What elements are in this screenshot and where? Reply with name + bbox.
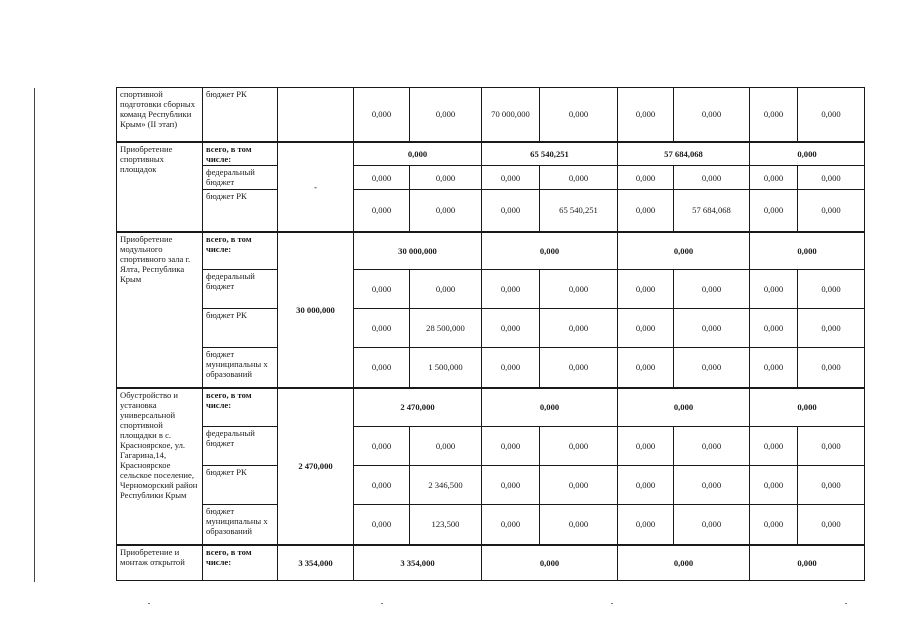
value-cell: 0,000 bbox=[798, 270, 865, 309]
year-total-cell: 0,000 bbox=[750, 142, 865, 166]
value-cell: 0,000 bbox=[540, 270, 618, 309]
funding-source-cell: федеральный бюджет bbox=[203, 270, 278, 309]
value-cell: 57 684,068 bbox=[674, 190, 750, 232]
value-cell: 0,000 bbox=[482, 190, 540, 232]
table-row bbox=[117, 466, 865, 505]
measure-name-cell: спортивной подготовки сборных команд Республики Крым» (II этап) bbox=[117, 88, 203, 142]
value-cell: 0,000 bbox=[354, 88, 410, 142]
value-cell: 0,000 bbox=[750, 309, 798, 348]
measure-name-cell: Приобретение и монтаж открытой bbox=[117, 545, 203, 581]
year-total-cell: 0,000 bbox=[618, 388, 750, 427]
value-cell: 0,000 bbox=[674, 505, 750, 545]
value-cell: 0,000 bbox=[410, 88, 482, 142]
funding-source-cell: бюджет РК bbox=[203, 466, 278, 505]
value-cell: 0,000 bbox=[482, 166, 540, 190]
table-row bbox=[117, 142, 865, 166]
funding-source-cell: федеральный бюджет bbox=[203, 166, 278, 190]
value-cell: 0,000 bbox=[618, 270, 674, 309]
value-cell: 0,000 bbox=[618, 348, 674, 388]
year-total-cell: 0,000 bbox=[618, 232, 750, 270]
value-cell: 0,000 bbox=[540, 166, 618, 190]
value-cell: 2 346,500 bbox=[410, 466, 482, 505]
value-cell: 0,000 bbox=[750, 270, 798, 309]
scan-artifact bbox=[381, 603, 383, 604]
table-row bbox=[117, 545, 865, 581]
measure-name-cell: Приобретение спортивных площадок bbox=[117, 142, 203, 232]
value-cell: 0,000 bbox=[618, 309, 674, 348]
value-cell: 0,000 bbox=[674, 166, 750, 190]
measure-name-cell: Обустройство и установка универсальной спортивной площадки в с. Красноярское, ул. Гагарина,14, Красноярское сельское поселение, Черноморский район Республики Крым bbox=[117, 388, 203, 545]
table-row bbox=[117, 166, 865, 190]
value-cell: 0,000 bbox=[410, 270, 482, 309]
value-cell: 0,000 bbox=[674, 270, 750, 309]
value-cell: 0,000 bbox=[798, 348, 865, 388]
value-cell: 123,500 bbox=[410, 505, 482, 545]
value-cell: 0,000 bbox=[540, 427, 618, 466]
value-cell: 0,000 bbox=[750, 166, 798, 190]
value-cell: 0,000 bbox=[410, 427, 482, 466]
year-total-cell: 0,000 bbox=[482, 388, 618, 427]
value-cell: 0,000 bbox=[482, 505, 540, 545]
value-cell: 0,000 bbox=[354, 466, 410, 505]
value-cell: 0,000 bbox=[354, 309, 410, 348]
funding-source-cell: бюджет РК bbox=[203, 309, 278, 348]
value-cell: 0,000 bbox=[674, 88, 750, 142]
value-cell: 0,000 bbox=[482, 427, 540, 466]
value-cell: 0,000 bbox=[482, 466, 540, 505]
value-cell: 0,000 bbox=[618, 427, 674, 466]
value-cell: 0,000 bbox=[540, 505, 618, 545]
table-row bbox=[117, 270, 865, 309]
value-cell: 0,000 bbox=[618, 166, 674, 190]
total-volume-cell bbox=[278, 88, 354, 142]
year-total-cell: 0,000 bbox=[482, 545, 618, 581]
value-cell: 0,000 bbox=[410, 166, 482, 190]
table-row bbox=[117, 348, 865, 388]
value-cell: 0,000 bbox=[750, 190, 798, 232]
measure-name-cell: Приобретение модульного спортивного зала г. Ялта, Республика Крым bbox=[117, 232, 203, 388]
budget-table bbox=[116, 87, 865, 581]
value-cell: 0,000 bbox=[674, 427, 750, 466]
funding-source-cell: всего, в том числе: bbox=[203, 545, 278, 581]
value-cell: 0,000 bbox=[540, 348, 618, 388]
funding-source-cell: федеральный бюджет bbox=[203, 427, 278, 466]
value-cell: 0,000 bbox=[750, 466, 798, 505]
budget-table-body bbox=[117, 88, 865, 581]
value-cell: 0,000 bbox=[354, 348, 410, 388]
value-cell: 0,000 bbox=[540, 309, 618, 348]
scan-artifact bbox=[845, 603, 847, 604]
table-row bbox=[117, 232, 865, 270]
value-cell: 0,000 bbox=[798, 190, 865, 232]
value-cell: 0,000 bbox=[618, 505, 674, 545]
value-cell: 0,000 bbox=[750, 348, 798, 388]
value-cell: 0,000 bbox=[798, 466, 865, 505]
value-cell: 0,000 bbox=[354, 166, 410, 190]
year-total-cell: 0,000 bbox=[482, 232, 618, 270]
margin-rule bbox=[34, 88, 35, 582]
value-cell: 0,000 bbox=[798, 427, 865, 466]
value-cell: 0,000 bbox=[540, 88, 618, 142]
year-total-cell: 0,000 bbox=[354, 142, 482, 166]
value-cell: 0,000 bbox=[618, 88, 674, 142]
table-row bbox=[117, 427, 865, 466]
value-cell: 0,000 bbox=[354, 505, 410, 545]
value-cell: 0,000 bbox=[798, 309, 865, 348]
year-total-cell: 2 470,000 bbox=[354, 388, 482, 427]
year-total-cell: 57 684,068 bbox=[618, 142, 750, 166]
table-row bbox=[117, 309, 865, 348]
value-cell: 0,000 bbox=[354, 270, 410, 309]
year-total-cell: 0,000 bbox=[750, 388, 865, 427]
scan-artifact bbox=[611, 603, 613, 604]
value-cell: 0,000 bbox=[482, 348, 540, 388]
value-cell: 0,000 bbox=[482, 309, 540, 348]
value-cell: 0,000 bbox=[482, 270, 540, 309]
value-cell: 0,000 bbox=[798, 166, 865, 190]
value-cell: 65 540,251 bbox=[540, 190, 618, 232]
funding-source-cell: бюджет РК bbox=[203, 190, 278, 232]
total-volume-cell: 30 000,000 bbox=[278, 232, 354, 388]
table-row bbox=[117, 505, 865, 545]
value-cell: 0,000 bbox=[750, 88, 798, 142]
funding-source-cell: всего, в том числе: bbox=[203, 232, 278, 270]
table-row bbox=[117, 388, 865, 427]
value-cell: 0,000 bbox=[618, 466, 674, 505]
total-volume-cell: 2 470,000 bbox=[278, 388, 354, 545]
value-cell: 0,000 bbox=[410, 190, 482, 232]
table-row bbox=[117, 88, 865, 142]
funding-source-cell: бюджет РК bbox=[203, 88, 278, 142]
year-total-cell: 3 354,000 bbox=[354, 545, 482, 581]
year-total-cell: 0,000 bbox=[750, 545, 865, 581]
year-total-cell: 0,000 bbox=[750, 232, 865, 270]
funding-source-cell: бюджет муниципальны х образований bbox=[203, 505, 278, 545]
year-total-cell: 65 540,251 bbox=[482, 142, 618, 166]
value-cell: 0,000 bbox=[798, 88, 865, 142]
total-volume-cell: 3 354,000 bbox=[278, 545, 354, 581]
value-cell: 70 000,000 bbox=[482, 88, 540, 142]
table-row bbox=[117, 190, 865, 232]
funding-source-cell: бюджет муниципальны х образований bbox=[203, 348, 278, 388]
value-cell: 0,000 bbox=[750, 427, 798, 466]
total-volume-cell: - bbox=[278, 142, 354, 232]
value-cell: 0,000 bbox=[618, 190, 674, 232]
value-cell: 0,000 bbox=[354, 427, 410, 466]
funding-source-cell: всего, в том числе: bbox=[203, 388, 278, 427]
value-cell: 0,000 bbox=[540, 466, 618, 505]
value-cell: 0,000 bbox=[674, 466, 750, 505]
year-total-cell: 0,000 bbox=[618, 545, 750, 581]
value-cell: 0,000 bbox=[798, 505, 865, 545]
value-cell: 0,000 bbox=[750, 505, 798, 545]
value-cell: 1 500,000 bbox=[410, 348, 482, 388]
year-total-cell: 30 000,000 bbox=[354, 232, 482, 270]
value-cell: 0,000 bbox=[354, 190, 410, 232]
funding-source-cell: всего, в том числе: bbox=[203, 142, 278, 166]
scan-artifact bbox=[148, 603, 150, 604]
value-cell: 0,000 bbox=[674, 309, 750, 348]
value-cell: 28 500,000 bbox=[410, 309, 482, 348]
value-cell: 0,000 bbox=[674, 348, 750, 388]
